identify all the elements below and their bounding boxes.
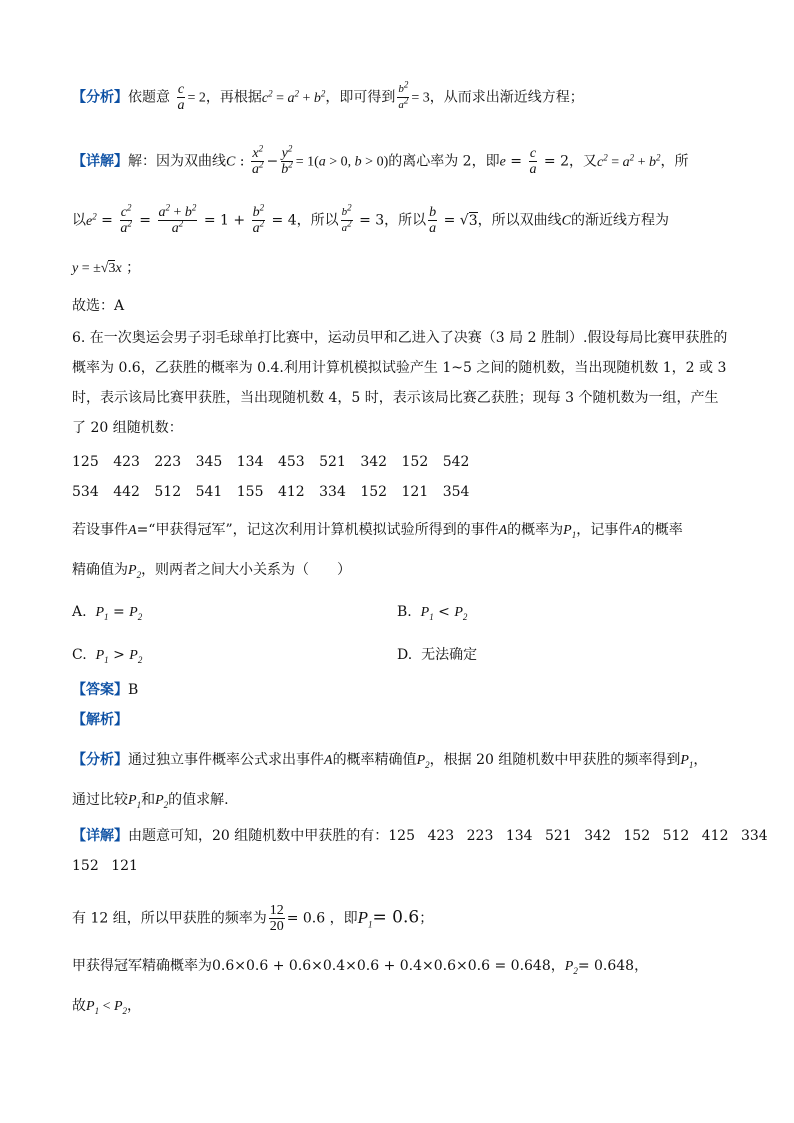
q6-stem-line-4: 了 20 组随机数： [72,420,183,436]
random-number: 125 [72,454,99,470]
random-number: 334 [319,484,346,500]
random-number: 412 [277,484,305,500]
option-b[interactable]: B. $P_1 < P_2$ [397,604,468,622]
q6-stem-line-2: 概率为 0.6，乙获胜的概率为 0.4.利用计算机模拟试验产生 1~5 之间的随机数，当出现随机数 1，2 或 3 [72,360,727,376]
fraction-c-over-a: $\frac{c}{a}$ [177,82,185,113]
random-number: 541 [195,484,223,500]
q5-analysis-line: 【分析】依题意 $\frac{c}{a}$ = 2，再根据$c^2 = a^2 + b^2$，即可得到 $\frac{b^2}{a^2}$ = 3，从而求出渐近线方程； [72,79,584,113]
random-number: 223 [154,454,182,470]
fraction-b2-a2: $\frac{b^2}{a^2}$ [252,202,265,236]
random-number: 342 [360,454,388,470]
answer-value: B [128,682,139,698]
q6-exact-probability-line: 甲获得冠军精确概率为0.6×0.6 + 0.6×0.4×0.6 + 0.4×0.6×0.6 = 0.648，$P_2= 0.648$， [72,958,649,976]
random-number: 121 [401,484,429,500]
fraction-b-a: $\frac{b}{a}$ [429,205,437,236]
analysis-label: 【分析】 [72,89,128,106]
q6-question-line-2: 精确值为$P_2$，则两者之间大小关系为（ ） [72,562,352,580]
fraction-b2-a2-small: $\frac{b^2}{a^2}$ [341,202,352,234]
fraction-x2-a2: $\frac{x^2}{a^2}$ [251,143,264,177]
random-number: 152 [360,484,388,500]
detail-label: 【详解】 [72,153,128,170]
fraction-c-a: $\frac{c}{a}$ [529,146,537,177]
random-number: 423 [113,454,140,470]
fraction-a2b2-a2: $\frac{a^2 + b^2}{a^2}$ [158,202,197,236]
q6-question-line-1: 若设事件A=“甲获得冠军”，记这次利用计算机模拟试验所得到的事件A的概率为$P_1$，记事件A的概率 [72,522,683,540]
answer-label: 【答案】 [72,682,128,698]
q6-analysis-line-2: 通过比较$P_1$和$P_2$的值求解. [72,792,229,810]
q6-detail-line-2: 152 121 [72,858,138,874]
text: 依题意 [128,89,170,106]
random-number: 345 [195,454,223,470]
q6-stem-line-3: 时，表示该局比赛甲获胜，当出现随机数 4，5 时，表示该局比赛乙获胜；现每 3 个随机数为一组，产生 [72,390,719,406]
random-numbers-row-2 [72,482,469,502]
random-number: 442 [113,484,140,500]
q6-analysis-line-1: 【分析】通过独立事件概率公式求出事件A的概率精确值$P_2$，根据 20 组随机数中甲获胜的频率得到$P_1$， [72,752,708,770]
answer-line [72,680,138,700]
random-number: 512 [154,484,182,500]
q5-detail-line-1: 【详解】解：因为双曲线C : $\frac{x^2}{a^2}$ − $\frac{y^2}{b^2}$ = 1(a > 0, b > 0)的离心率为 2，即e = $\frac{c}{a}$ = 2，又$c^2 = a^2 + b^2$，所 [72,143,689,177]
asymptote-equation: y = ±√3x ； [72,260,141,276]
q5-choice: 故选：A [72,298,125,314]
fraction-y2-b2: $\frac{y^2}{b^2}$ [281,143,293,177]
random-number: 152 [401,454,429,470]
option-d[interactable]: D. 无法确定 [397,647,478,663]
explain-heading: 【解析】 [72,712,128,728]
option-c[interactable]: C. $P_1 > P_2$ [72,647,143,665]
option-a[interactable]: A. $P_1 = P_2$ [72,604,143,622]
q5-detail-line-2: 以$e^2$ = $\frac{c^2}{a^2}$ = $\frac{a^2 + b^2}{a^2}$ = 1 + $\frac{b^2}{a^2}$ = 4，所以 $\frac{b^2}{a^2}$ = 3，所以 $\frac{b}{a}$ = √3，所以双曲线C的渐近线方程为 [72,202,669,236]
q6-conclusion-line: 故$P_1 < P_2$， [72,998,142,1016]
random-number: 453 [277,454,305,470]
fraction-12-20: $\frac{12}{20}$ [269,903,284,934]
random-number: 521 [319,454,346,470]
random-number: 542 [442,454,470,470]
q6-detail-line-1: 【详解】由题意可知，20 组随机数中甲获胜的有：125 423 223 134 521 342 152 512 412 334 [72,828,768,844]
random-number: 155 [236,484,264,500]
random-number: 534 [72,484,99,500]
q6-stem-line-1: 6. 在一次奥运会男子羽毛球单打比赛中，运动员甲和乙进入了决赛（3 局 2 胜制）.假设每局比赛甲获胜的 [72,330,728,346]
q6-frequency-line: 有 12 组，所以甲获胜的频率为 $\frac{12}{20}$ = 0.6 ，即$P_1= 0.6$； [72,903,434,934]
random-number: 134 [236,454,264,470]
fraction-c2-a2: $\frac{c^2}{a^2}$ [120,202,132,236]
random-numbers-row-1 [72,452,469,472]
random-number: 354 [442,484,470,500]
fraction-b2-over-a2: $\frac{b^2}{a^2}$ [398,79,409,111]
